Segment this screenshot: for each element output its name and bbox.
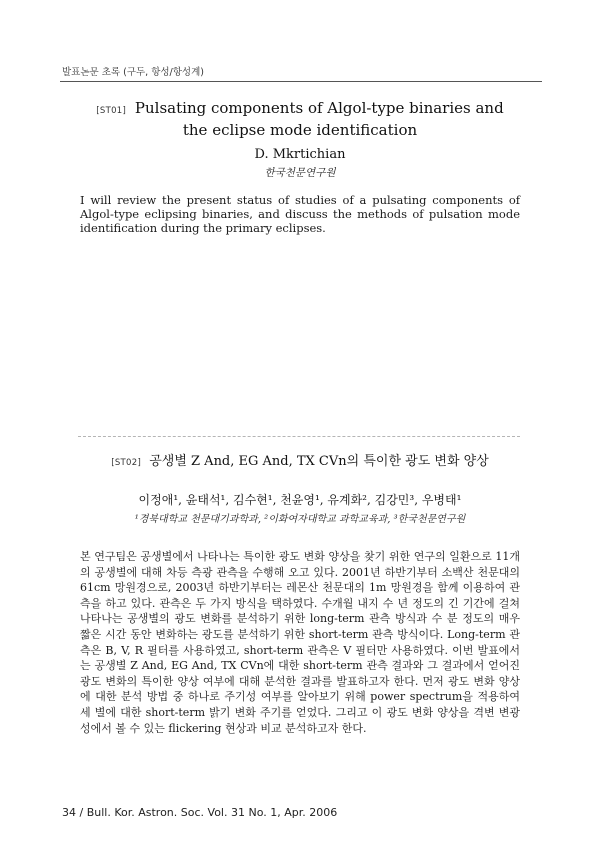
page-footer: 34 / Bull. Kor. Astron. Soc. Vol. 31 No. 1, Apr. 2006 <box>62 806 338 819</box>
abstract-body-st01: I will review the present status of studies of a pulsating components of Algol-type eclipsing binaries, and discuss the methods of pulsation mode identification during the primary eclipses. <box>80 193 520 236</box>
abstract-title-st01 <box>82 99 518 140</box>
abstract-title-text-st02: 공생별 Z And, EG And, TX CVn의 특이한 광도 변화 양상 <box>149 454 489 469</box>
authors-st02: 이정애¹, 윤태석¹, 김수현¹, 천윤영¹, 유계화², 김강민³, 우병태¹ <box>138 493 462 507</box>
affiliation-st01: 한국천문연구원 <box>264 167 336 179</box>
abstract-code-st01: [ST01] <box>96 106 127 116</box>
abstract-body-st02: 본 연구팀은 공생별에서 나타나는 특이한 광도 변화 양상을 찾기 위한 연구의 일환으로 11개의 공생별에 대해 차등 측광 관측을 수행해 오고 있다. 2001년 하반기부터 소백산 천문대의 61cm 망원경으로, 2003년 하반기부터는 레몬산 천문대의 1m 망원경을 함께 이용하여 관측을 하고 있다. 관측은 두 가지 방식을 택하였다. 수개월 내지 수 년 정도의 긴 기간에 걸쳐 나타나는 공생별의 광도 변화를 분석하기 위한 long-term 관측 방식과 수 분 정도의 매우 짧은 시간 동안 변화하는 광도를 분석하기 위한 short-term 관측 방식이다. Long-term 관측은 B, V, R 필터를 사용하였고, short-term 관측은 V 필터만 사용하였다. 이번 발표에서는 공생별 Z And, EG And, TX CVn에 대한 short-term 관측 결과와 그 결과에서 얻어진 광도 변화의 특이한 양상 여부에 대해 분석한 결과를 발표하고자 한다. 먼저 광도 변화 양상에 대한 분석 방법 중 하나로 주기성 여부를 알아보기 위해 power spectrum을 적용하여 세 별에 대한 short-term 밝기 변화 주기를 얻었다. 그리고 이 광도 변화 양상을 격변 변광성에서 볼 수 있는 flickering 현상과 비교 분석하고자 한다. <box>80 550 520 735</box>
affiliations-st02: ¹경북대학교 천문대기과학과, ²이화여자대학교 과학교육과, ³한국천문연구원 <box>134 514 466 525</box>
author-st01: D. Mkrtichian <box>254 147 346 162</box>
abstract-code-st02: [ST02] <box>111 458 142 468</box>
abstract-title-text-st01: Pulsating components of Algol-type binaries and the eclipse mode identification <box>134 99 504 139</box>
section-divider <box>78 436 520 437</box>
abstract-title-st02 <box>82 452 518 473</box>
running-head: 발표논문 초록 (구두, 항성/항성계) <box>62 67 204 78</box>
header-rule <box>60 81 542 82</box>
